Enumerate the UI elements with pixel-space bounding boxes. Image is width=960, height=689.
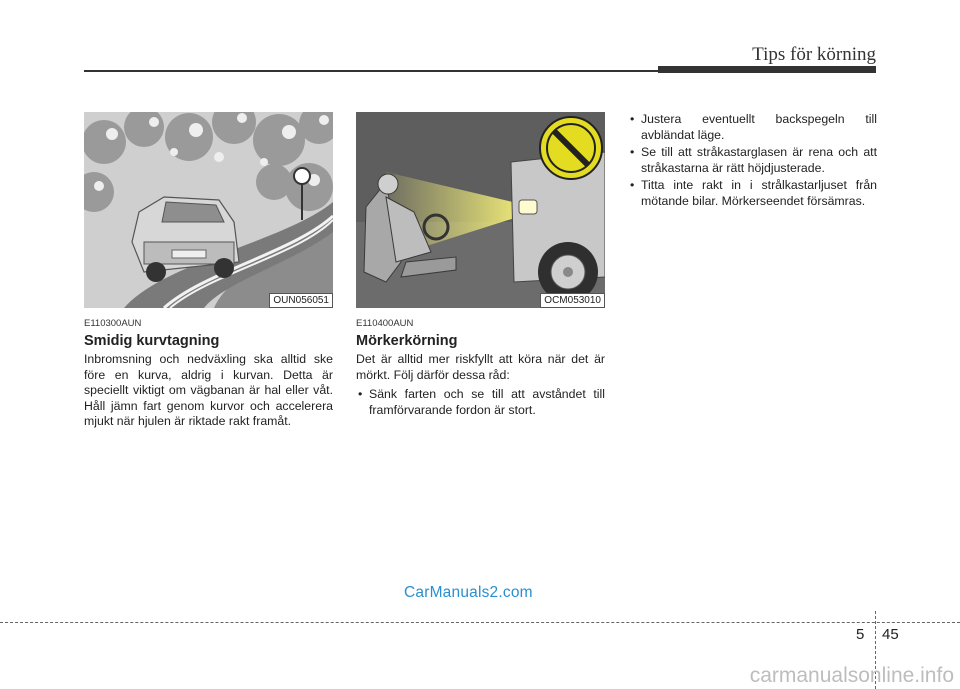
curve-driving-illustration — [84, 112, 333, 308]
section-paragraph: Det är alltid mer riskfyllt att köra när det är mörkt. Följ därför dessa råd: — [356, 352, 605, 382]
bullet-dot: • — [630, 178, 635, 192]
night-driving-illustration — [356, 112, 605, 308]
bullet-dot: • — [358, 387, 363, 401]
bullet-list — [628, 112, 877, 209]
section-title: Mörkerkörning — [356, 333, 458, 349]
section-code: E110400AUN — [356, 318, 414, 329]
bullet-item — [628, 112, 877, 143]
bullet-text: Titta inte rakt in i strålkastarljuset från mötande bilar. Mörkerseendet försämras. — [641, 178, 877, 208]
header-rule — [84, 70, 660, 72]
watermark-link[interactable]: CarManuals2.com — [404, 584, 533, 601]
bullet-item — [356, 387, 605, 418]
site-watermark: carmanualsonline.info — [749, 664, 954, 687]
page-header-title: Tips för körning — [752, 44, 876, 65]
bullet-item — [628, 178, 877, 209]
section-title: Smidig kurvtagning — [84, 333, 220, 349]
bullet-list — [356, 387, 605, 418]
section-paragraph: Inbromsning och nedväxling ska alltid ske före en kurva, aldrig i kurvan. Detta är speciellt viktigt om vägbanan är hal eller våt. Håll jämn fart genom kurvor och accelerera mjukt när hjulen är riktade rakt framåt. — [84, 352, 333, 428]
header-rule-thick — [658, 66, 876, 73]
bullet-dot: • — [630, 145, 635, 159]
bullet-item — [628, 145, 877, 176]
prohibition-sign-icon — [540, 117, 602, 179]
bullet-text: Sänk farten och se till att avståndet till framförvarande fordon är stort. — [369, 387, 605, 417]
figure-code: OCM053010 — [540, 293, 605, 308]
footer-divider — [0, 622, 960, 623]
page-number: 45 — [882, 626, 899, 643]
left-column — [84, 112, 333, 430]
figure-code: OUN056051 — [269, 293, 333, 308]
bullet-dot: • — [630, 112, 635, 126]
headlight-glare-image — [356, 112, 605, 308]
curve-road-image — [84, 112, 333, 308]
right-column — [628, 112, 877, 211]
middle-column — [356, 112, 605, 420]
chapter-number: 5 — [856, 626, 865, 643]
section-code: E110300AUN — [84, 318, 142, 329]
bullet-text: Se till att stråkastarglasen är rena och att stråkastarna är rätt höjdjusterade. — [641, 145, 877, 175]
bullet-text: Justera eventuellt backspegeln till avbländat läge. — [641, 112, 877, 142]
